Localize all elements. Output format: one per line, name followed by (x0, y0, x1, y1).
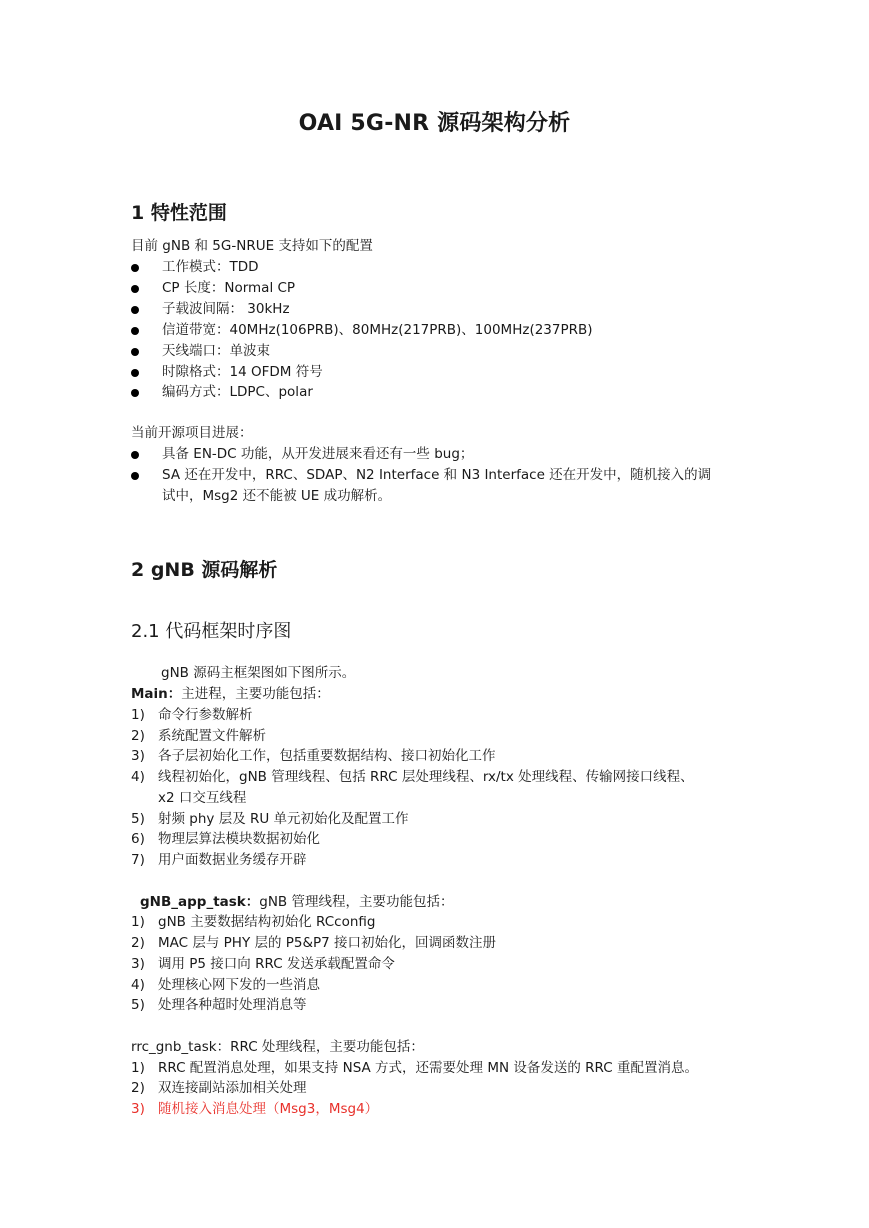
feature-text: 工作模式：TDD (162, 259, 259, 275)
document-title: OAI 5G-NR 源码架构分析 (298, 111, 571, 136)
main-item-continuation: x2 口交互线程 (158, 790, 247, 806)
item-number: 4) (131, 769, 145, 785)
item-number: 2) (131, 935, 145, 951)
progress-text: 具备 EN-DC 功能，从开发进展来看还有一些 bug； (162, 446, 474, 462)
item-text: 用户面数据业务缓存开辟 (158, 852, 307, 868)
item-number: 3) (131, 748, 145, 764)
item-number: 1) (131, 707, 145, 723)
app-task-desc: gNB 管理线程，主要功能包括： (259, 894, 454, 910)
bullet-icon (131, 369, 139, 377)
item-number: 1) (131, 1060, 145, 1076)
item-number: 7) (131, 852, 145, 868)
app-task-line (140, 892, 454, 912)
item-text: 随机接入消息处理（Msg3，Msg4） (158, 1101, 379, 1117)
bullet-icon (131, 451, 139, 459)
item-number: 3) (131, 1101, 145, 1117)
bullet-icon (131, 327, 139, 335)
item-text: 双连接副站添加相关处理 (158, 1080, 307, 1096)
item-text: 命令行参数解析 (158, 707, 253, 723)
item-number: 4) (131, 977, 145, 993)
item-text: 各子层初始化工作，包括重要数据结构、接口初始化工作 (158, 748, 496, 764)
item-text: 物理层算法模块数据初始化 (158, 831, 320, 847)
main-desc: 主进程，主要功能包括： (181, 686, 330, 702)
main-process-line (131, 684, 330, 704)
bullet-icon (131, 264, 139, 272)
feature-text: 编码方式：LDPC、polar (162, 384, 313, 400)
section-2-heading: 2 gNB 源码解析 (131, 559, 278, 581)
item-text: gNB 主要数据结构初始化 RCconfig (158, 914, 376, 930)
progress-intro: 当前开源项目进展： (131, 425, 253, 441)
item-text: 处理核心网下发的一些消息 (158, 977, 320, 993)
section-2-1-intro: gNB 源码主框架图如下图所示。 (161, 665, 356, 681)
item-text: 调用 P5 接口向 RRC 发送承载配置命令 (158, 956, 395, 972)
item-text: 系统配置文件解析 (158, 728, 266, 744)
item-text: MAC 层与 PHY 层的 P5&P7 接口初始化，回调函数注册 (158, 935, 497, 951)
app-task-label: gNB_app_task： (140, 894, 260, 910)
feature-text: 时隙格式：14 OFDM 符号 (162, 364, 323, 380)
bullet-icon (131, 389, 139, 397)
item-text: 处理各种超时处理消息等 (158, 997, 307, 1013)
section-1-heading: 1 特性范围 (131, 202, 227, 224)
item-text: 线程初始化，gNB 管理线程、包括 RRC 层处理线程、rx/tx 处理线程、传输网接口线程、 (158, 769, 694, 785)
bullet-icon (131, 285, 139, 293)
progress-text: SA 还在开发中，RRC、SDAP、N2 Interface 和 N3 Interface 还在开发中，随机接入的调 (162, 467, 712, 483)
item-text: 射频 phy 层及 RU 单元初始化及配置工作 (158, 811, 409, 827)
feature-text: 子载波间隔： 30kHz (162, 301, 290, 317)
item-number: 5) (131, 997, 145, 1013)
rrc-task-line: rrc_gnb_task：RRC 处理线程，主要功能包括： (131, 1039, 424, 1055)
progress-text: 试中，Msg2 还不能被 UE 成功解析。 (162, 488, 392, 504)
item-number: 3) (131, 956, 145, 972)
item-number: 2) (131, 728, 145, 744)
item-number: 2) (131, 1080, 145, 1096)
bullet-icon (131, 472, 139, 480)
feature-text: 天线端口：单波束 (162, 343, 270, 359)
section-2-1-heading: 2.1 代码框架时序图 (131, 621, 292, 642)
bullet-icon (131, 306, 139, 314)
feature-text: CP 长度：Normal CP (162, 280, 296, 296)
item-number: 1) (131, 914, 145, 930)
item-number: 5) (131, 811, 145, 827)
item-text: RRC 配置消息处理，如果支持 NSA 方式，还需要处理 MN 设备发送的 RRC 重配置消息。 (158, 1060, 698, 1076)
feature-text: 信道带宽：40MHz(106PRB)、80MHz(217PRB)、100MHz(237PRB) (162, 322, 593, 338)
main-label: Main： (131, 686, 182, 702)
bullet-icon (131, 348, 139, 356)
section-1-intro: 目前 gNB 和 5G-NRUE 支持如下的配置 (131, 238, 373, 254)
item-number: 6) (131, 831, 145, 847)
